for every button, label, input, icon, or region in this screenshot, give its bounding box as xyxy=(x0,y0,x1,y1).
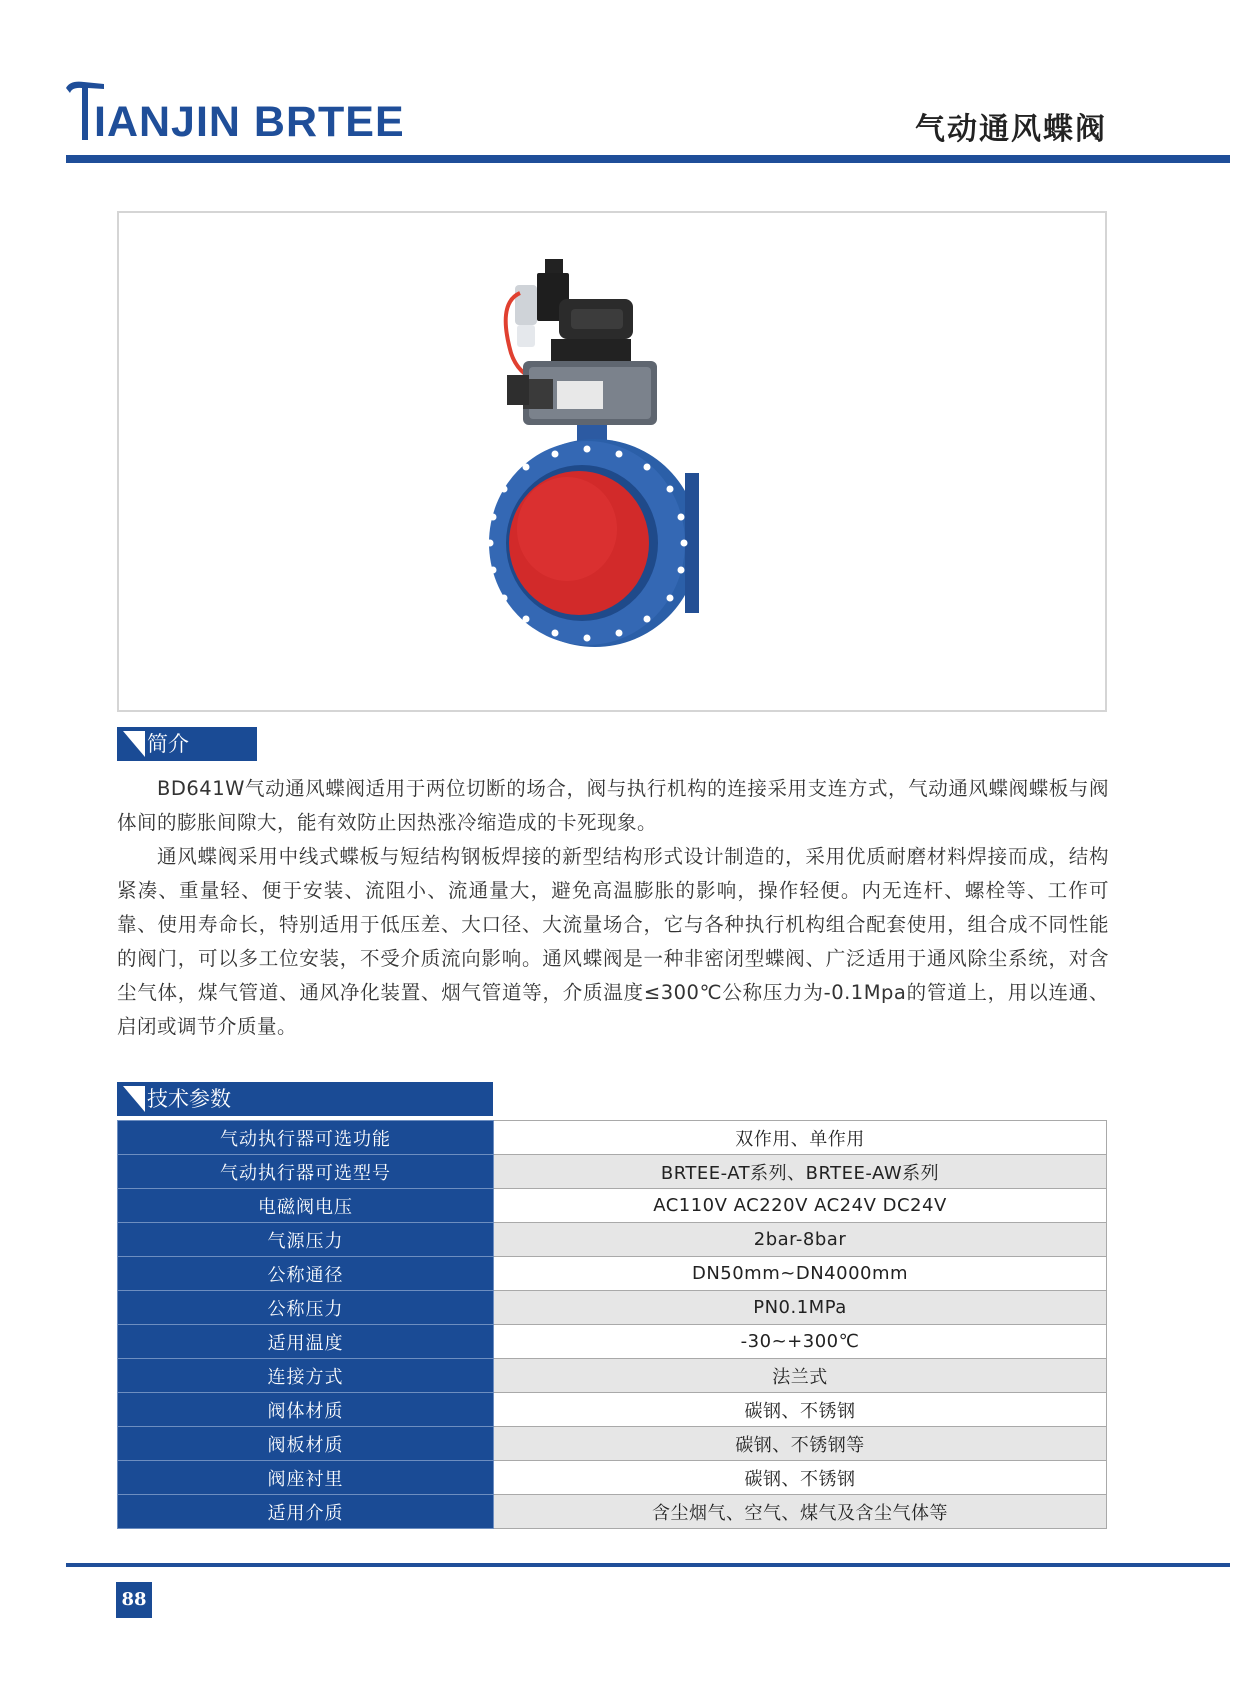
spec-label: 公称通径 xyxy=(118,1257,494,1291)
table-row xyxy=(118,1359,1107,1393)
table-row xyxy=(118,1121,1107,1155)
page-title: 气动通风蝶阀 xyxy=(915,112,1107,147)
specs-heading: 技术参数 xyxy=(147,1087,231,1111)
table-row xyxy=(118,1223,1107,1257)
product-photo xyxy=(119,213,1105,710)
table-row xyxy=(118,1461,1107,1495)
spec-value: -30~+300℃ xyxy=(494,1325,1107,1359)
spec-label: 气动执行器可选功能 xyxy=(118,1121,494,1155)
spec-label: 公称压力 xyxy=(118,1291,494,1325)
spec-value: 碳钢、不锈钢 xyxy=(494,1393,1107,1427)
table-row xyxy=(118,1257,1107,1291)
spec-value: DN50mm~DN4000mm xyxy=(494,1257,1107,1291)
table-row xyxy=(118,1325,1107,1359)
product-photo-frame xyxy=(117,211,1107,712)
table-row xyxy=(118,1495,1107,1529)
footer-divider xyxy=(66,1563,1230,1567)
intro-heading: 简介 xyxy=(147,732,189,756)
heading-triangle-icon xyxy=(123,1086,145,1112)
heading-triangle-icon xyxy=(123,731,145,757)
brand-logo-text: IANJIN BRTEE xyxy=(94,98,405,146)
spec-label: 电磁阀电压 xyxy=(118,1189,494,1223)
table-row xyxy=(118,1393,1107,1427)
spec-label: 阀体材质 xyxy=(118,1393,494,1427)
intro-heading-bar xyxy=(117,727,257,761)
spec-value: 碳钢、不锈钢 xyxy=(494,1461,1107,1495)
spec-label: 阀板材质 xyxy=(118,1427,494,1461)
header-divider xyxy=(66,155,1230,163)
spec-label: 连接方式 xyxy=(118,1359,494,1393)
spec-label: 气源压力 xyxy=(118,1223,494,1257)
spec-value: 双作用、单作用 xyxy=(494,1121,1107,1155)
spec-label: 气动执行器可选型号 xyxy=(118,1155,494,1189)
spec-value: PN0.1MPa xyxy=(494,1291,1107,1325)
table-row xyxy=(118,1427,1107,1461)
spec-value: 法兰式 xyxy=(494,1359,1107,1393)
spec-label: 适用介质 xyxy=(118,1495,494,1529)
table-row xyxy=(118,1291,1107,1325)
spec-value: BRTEE-AT系列、BRTEE-AW系列 xyxy=(494,1155,1107,1189)
spec-value: 2bar-8bar xyxy=(494,1223,1107,1257)
spec-value: AC110V AC220V AC24V DC24V xyxy=(494,1189,1107,1223)
intro-text xyxy=(117,772,1109,1044)
spec-label: 阀座衬里 xyxy=(118,1461,494,1495)
spec-table xyxy=(117,1120,1107,1529)
spec-value: 碳钢、不锈钢等 xyxy=(494,1427,1107,1461)
table-row xyxy=(118,1155,1107,1189)
spec-value: 含尘烟气、空气、煤气及含尘气体等 xyxy=(494,1495,1107,1529)
page-number: 88 xyxy=(116,1582,152,1618)
intro-paragraph-1: BD641W气动通风蝶阀适用于两位切断的场合，阀与执行机构的连接采用支连方式，气动通风蝶阀蝶板与阀体间的膨胀间隙大，能有效防止因热涨冷缩造成的卡死现象。 xyxy=(117,777,1109,834)
specs-heading-bar xyxy=(117,1082,493,1116)
intro-paragraph-2: 通风蝶阀采用中线式蝶板与短结构钢板焊接的新型结构形式设计制造的，采用优质耐磨材料焊接而成，结构紧凑、重量轻、便于安装、流阻小、流通量大，避免高温膨胀的影响，操作轻便。内无连杆、螺栓等、工作可靠、使用寿命长，特别适用于低压差、大口径、大流量场合，它与各种执行机构组合配套使用，组合成不同性能的阀门，可以多工位安装，不受介质流向影响。通风蝶阀是一种非密闭型蝶阀、广泛适用于通风除尘系统，对含尘气体，煤气管道、通风净化装置、烟气管道等，介质温度≤300℃公称压力为-0.1Mpa的管道上，用以连通、启闭或调节介质量。 xyxy=(117,845,1109,1038)
spec-label: 适用温度 xyxy=(118,1325,494,1359)
table-row xyxy=(118,1189,1107,1223)
